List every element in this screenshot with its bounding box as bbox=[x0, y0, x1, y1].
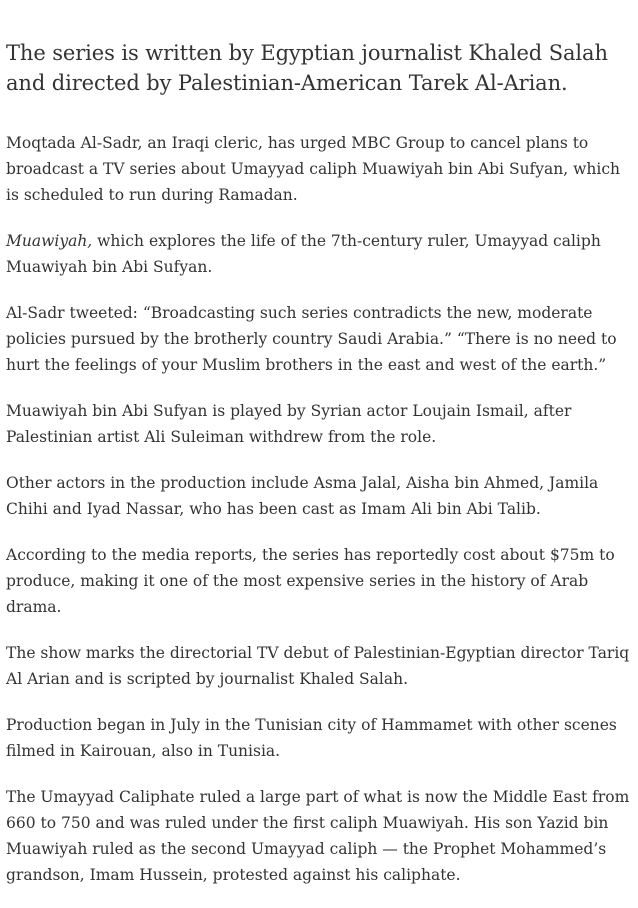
paragraph-sadr-tweet: Al-Sadr tweeted: “Broadcasting such series contradicts the new, moderate policies pursued by the brotherly country Saudi Arabia.” “There is no need to hurt the feelings of your Muslim brothers in the east and west of the earth.” bbox=[6, 304, 617, 374]
series-title-italic: Muawiyah, bbox=[6, 232, 93, 250]
paragraph-umayyad-history: The Umayyad Caliphate ruled a large part of what is now the Middle East from 660 to 750 and was ruled under the first caliph Muawiyah. His son Yazid bin Muawiyah ruled as the second Umayyad caliph — the Prophet Mohammed’s grandson, Imam Hussein, protested against his caliphate. bbox=[6, 788, 630, 884]
article-subheading: The series is written by Egyptian journalist Khaled Salah and directed by Palestinian-American Tarek Al-Arian. bbox=[6, 41, 608, 95]
paragraph-series-description bbox=[6, 228, 634, 280]
paragraph-director-debut: The show marks the directorial TV debut of Palestinian-Egyptian director Tariq Al Arian and is scripted by journalist Khaled Salah. bbox=[6, 644, 630, 688]
paragraph-other-actors: Other actors in the production include Asma Jalal, Aisha bin Ahmed, Jamila Chihi and Iyad Nassar, who has been cast as Imam Ali bin Abi Talib. bbox=[6, 474, 599, 518]
article-body bbox=[6, 38, 634, 908]
paragraph-filming-locations: Production began in July in the Tunisian city of Hammamet with other scenes filmed in Kairouan, also in Tunisia. bbox=[6, 716, 617, 760]
paragraph-lead-actor: Muawiyah bin Abi Sufyan is played by Syrian actor Loujain Ismail, after Palestinian artist Ali Suleiman withdrew from the role. bbox=[6, 402, 572, 446]
paragraph-series-description-text: which explores the life of the 7th-century ruler, Umayyad caliph Muawiyah bin Abi Sufyan. bbox=[6, 232, 601, 276]
paragraph-production-cost: According to the media reports, the series has reportedly cost about $75m to produce, making it one of the most expensive series in the history of Arab drama. bbox=[6, 546, 615, 616]
paragraph-sadr-urges-cancel: Moqtada Al-Sadr, an Iraqi cleric, has urged MBC Group to cancel plans to broadcast a TV series about Umayyad caliph Muawiyah bin Abi Sufyan, which is scheduled to run during Ramadan. bbox=[6, 134, 620, 204]
